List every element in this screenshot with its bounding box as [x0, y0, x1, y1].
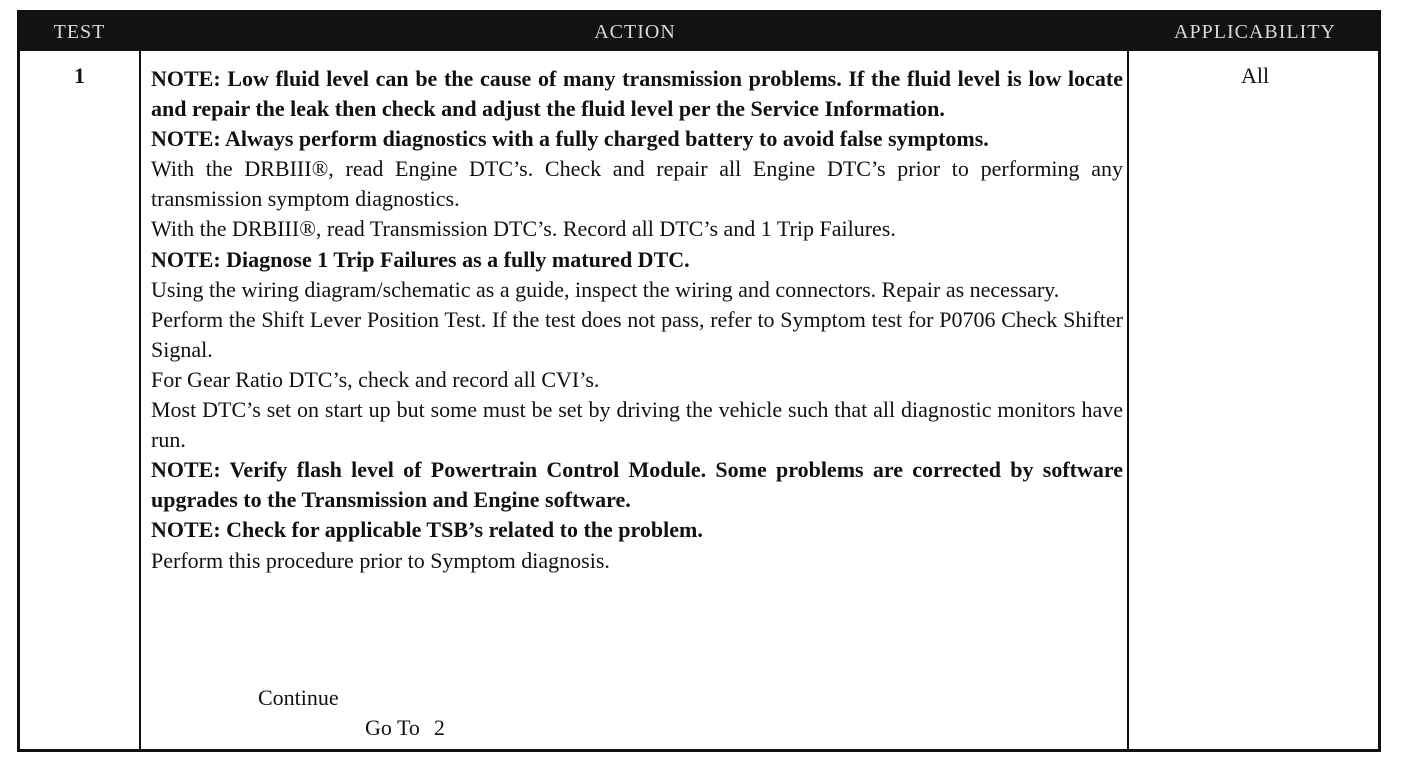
table-header [20, 13, 1378, 51]
action-paragraph: NOTE: Always perform diagnostics with a fully charged battery to avoid false symptoms. [151, 126, 989, 152]
column-divider [1127, 51, 1129, 749]
header-applicability: APPLICABILITY [1174, 21, 1336, 43]
action-paragraph: NOTE: Low fluid level can be the cause of many transmission problems. If the fluid level is low locate and repair the leak then check and adjust the fluid level per the Service Information. [151, 66, 1123, 122]
action-paragraph: With the DRBIII®, read Transmission DTC’s. Record all DTC’s and 1 Trip Failures. [151, 216, 896, 242]
goto-instruction [365, 715, 445, 741]
action-paragraph: Most DTC’s set on start up but some must be set by driving the vehicle such that all diagnostic monitors have run. [151, 397, 1123, 453]
action-paragraph: Perform the Shift Lever Position Test. If the test does not pass, refer to Symptom test for P0706 Check Shifter Signal. [151, 306, 1123, 362]
goto-target: 2 [433, 715, 445, 740]
action-paragraph: Perform this procedure prior to Symptom diagnosis. [151, 547, 610, 573]
header-test: TEST [53, 21, 106, 43]
action-paragraph: NOTE: Check for applicable TSB’s related to the problem. [151, 517, 703, 543]
goto-label: Go To [365, 715, 420, 740]
continue-label: Continue [258, 685, 339, 710]
action-paragraph: For Gear Ratio DTC’s, check and record all CVI’s. [151, 366, 600, 392]
action-paragraph: Using the wiring diagram/schematic as a guide, inspect the wiring and connectors. Repair as necessary. [151, 276, 1060, 302]
diagnostic-table [17, 10, 1381, 752]
applicability-value: All [1240, 63, 1270, 88]
action-paragraph: NOTE: Verify flash level of Powertrain Control Module. Some problems are corrected by software upgrades to the Transmission and Engine software. [151, 457, 1123, 513]
column-divider [139, 51, 141, 749]
action-paragraph: With the DRBIII®, read Engine DTC’s. Check and repair all Engine DTC’s prior to performing any transmission symptom diagnostics. [151, 156, 1123, 212]
action-paragraph: NOTE: Diagnose 1 Trip Failures as a fully matured DTC. [151, 246, 690, 272]
header-action: ACTION [594, 21, 676, 43]
test-number: 1 [74, 63, 85, 88]
action-text [151, 64, 1123, 576]
